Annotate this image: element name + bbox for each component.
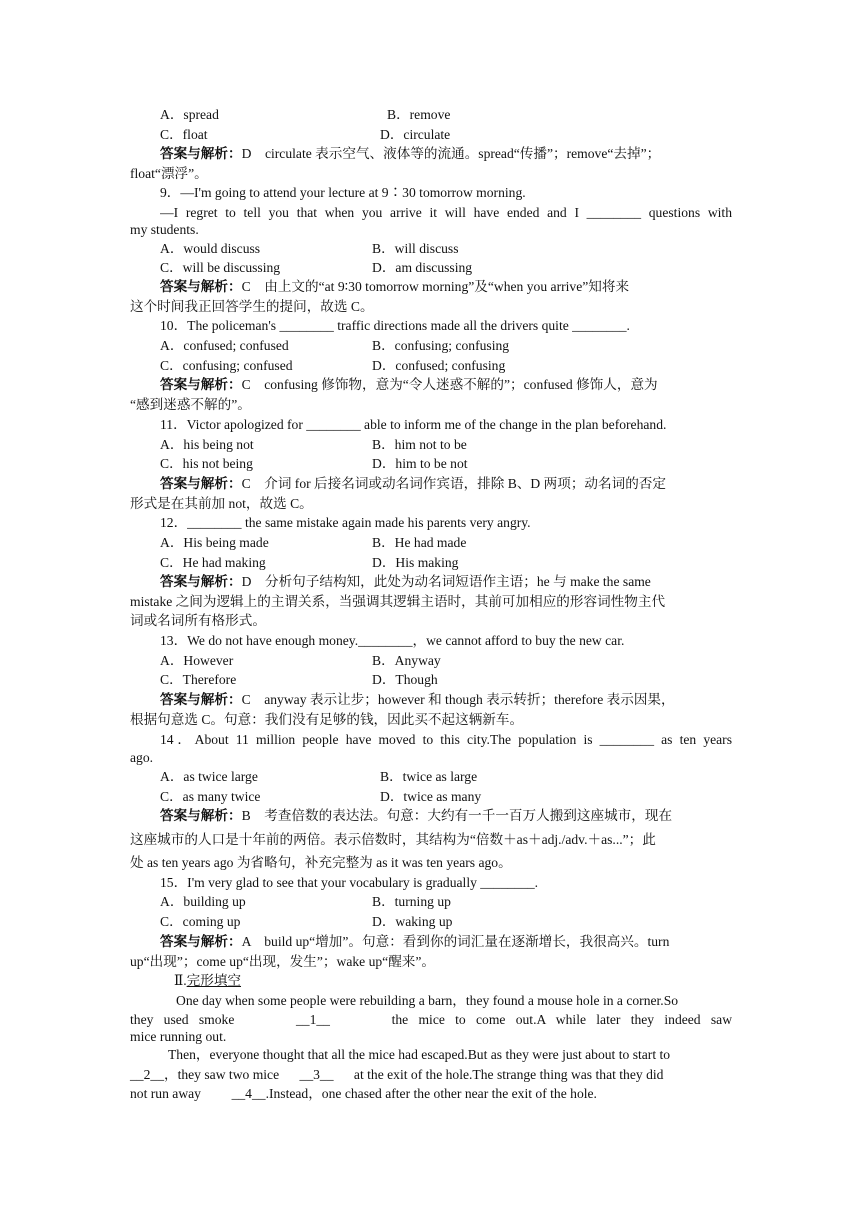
q8-option-b: B．remove: [387, 107, 451, 122]
q12-option-d: D．His making: [372, 555, 459, 570]
q9-option-a: A．would discuss: [160, 241, 261, 256]
q15-option-b: B．turning up: [372, 894, 451, 909]
cloze-para2-line-2: __2__，they saw two mice __3__ at the exit of the hole.The strange thing was that they did: [130, 1067, 664, 1082]
q11-stem: 11．Victor apologized for ________ able to inform me of the change in the plan beforehand.: [160, 417, 667, 432]
cloze-para1-line-1: One day when some people were rebuilding a barn，they found a mouse hole in a corner.So: [176, 993, 679, 1008]
q12-option-b: B．He had made: [372, 535, 467, 550]
cloze-para2-line-1: Then，everyone thought that all the mice had escaped.But as they were just about to start to: [168, 1047, 671, 1062]
q11-option-a: A．his being not: [160, 437, 254, 452]
q9-answer-line-1: 答案与解析：C 由上文的“at 9∶30 tomorrow morning”及“when you arrive”知将来: [160, 279, 630, 294]
q12-answer-line-2: mistake 之间为逻辑上的主谓关系，当强调其逻辑主语时，其前可加相应的形容词性物主代: [130, 594, 666, 609]
q8-option-c: C．float: [160, 127, 208, 142]
q11-answer-line-1: 答案与解析：C 介词 for 后接名词或动名词作宾语，排除 B、D 两项；动名词的否定: [160, 476, 666, 491]
q12-stem: 12．________ the same mistake again made his parents very angry.: [160, 515, 531, 530]
q11-option-b: B．him not to be: [372, 437, 467, 452]
cloze-para1-line-2: they used smoke __1__ the mice to come out.A while later they indeed saw: [130, 1012, 732, 1027]
q11-option-c: C．his not being: [160, 456, 253, 471]
q9-stem-line-1: 9．—I'm going to attend your lecture at 9∶30 tomorrow morning.: [160, 185, 526, 200]
q15-option-a: A．building up: [160, 894, 246, 909]
q9-answer-line-2: 这个时间我正回答学生的提问，故选 C。: [130, 299, 374, 314]
q15-answer-line-1: 答案与解析：A build up“增加”。句意：看到你的词汇量在逐渐增长，我很高兴。turn: [160, 934, 670, 949]
q12-option-a: A．His being made: [160, 535, 269, 550]
q9-stem-line-3: my students.: [130, 222, 199, 237]
cloze-para2-line-3: not run away __4__.Instead，one chased after the other near the exit of the hole.: [130, 1086, 597, 1101]
q14-option-c: C．as many twice: [160, 789, 261, 804]
q9-option-b: B．will discuss: [372, 241, 459, 256]
q8-option-a: A．spread: [160, 107, 219, 122]
q10-answer-line-1: 答案与解析：C confusing 修饰物，意为“令人迷惑不解的”；confused 修饰人，意为: [160, 377, 658, 392]
q10-option-a: A．confused; confused: [160, 338, 289, 353]
q12-option-c: C．He had making: [160, 555, 266, 570]
q13-answer-line-1: 答案与解析：C anyway 表示让步；however 和 though 表示转折；therefore 表示因果，: [160, 692, 675, 707]
q8-option-d: D．circulate: [380, 127, 451, 142]
q15-answer-line-2: up“出现”；come up“出现，发生”；wake up“醒来”。: [130, 954, 436, 969]
section-heading: Ⅱ.完形填空: [174, 973, 242, 988]
q9-stem-line-2: —I regret to tell you that when you arrive it will have ended and I ________ questions with: [160, 205, 732, 220]
q11-option-d: D．him to be not: [372, 456, 468, 471]
q15-stem: 15．I'm very glad to see that your vocabulary is gradually ________.: [160, 875, 539, 890]
q13-stem: 13．We do not have enough money.________，we cannot afford to buy the new car.: [160, 633, 625, 648]
q9-option-d: D．am discussing: [372, 260, 473, 275]
q13-option-d: D．Though: [372, 672, 438, 687]
cloze-blank-2[interactable]: __2__: [130, 1067, 164, 1082]
q14-option-b: B．twice as large: [380, 769, 478, 784]
q14-answer-line-2: 这座城市的人口是十年前的两倍。表示倍数时，其结构为“倍数＋as＋adj./adv.＋as...”；此: [130, 832, 656, 847]
q14-stem-line-2: ago.: [130, 750, 154, 765]
cloze-blank-1[interactable]: __1__: [295, 1012, 330, 1027]
q15-option-c: C．coming up: [160, 914, 241, 929]
q10-answer-line-2: “感到迷惑不解的”。: [130, 397, 251, 412]
q13-answer-line-2: 根据句意选 C。句意：我们没有足够的钱，因此买不起这辆新车。: [130, 712, 524, 727]
q13-option-c: C．Therefore: [160, 672, 237, 687]
q14-stem-line-1: 14．About 11 million people have moved to this city.The population is ________ as ten years: [160, 732, 732, 747]
q9-option-c: C．will be discussing: [160, 260, 281, 275]
q14-answer-line-3: 处 as ten years ago 为省略句，补充完整为 as it was ten years ago。: [130, 855, 512, 870]
q11-answer-line-2: 形式是在其前加 not，故选 C。: [130, 496, 313, 511]
answer-label: 答案与解析：: [160, 146, 242, 161]
cloze-blank-3[interactable]: __3__: [299, 1067, 334, 1082]
cloze-para1-line-3: mice running out.: [130, 1029, 227, 1044]
q8-answer-line-2: float“漂浮”。: [130, 166, 208, 181]
q13-option-a: A．However: [160, 653, 234, 668]
cloze-blank-4[interactable]: __4__: [231, 1086, 266, 1101]
q12-answer-line-3: 词或名词所有格形式。: [130, 613, 266, 628]
q13-option-b: B．Anyway: [372, 653, 441, 668]
q10-option-d: D．confused; confusing: [372, 358, 506, 373]
q10-option-c: C．confusing; confused: [160, 358, 293, 373]
q14-answer-line-1: 答案与解析：B 考查倍数的表达法。句意：大约有一千一百万人搬到这座城市，现在: [160, 808, 673, 823]
q8-answer-line-1: 答案与解析：D circulate 表示空气、液体等的流通。spread“传播”；remove“去掉”；: [160, 146, 661, 161]
q10-option-b: B．confusing; confusing: [372, 338, 510, 353]
q14-option-a: A．as twice large: [160, 769, 258, 784]
q12-answer-line-1: 答案与解析：D 分析句子结构知，此处为动名词短语作主语；he 与 make the same: [160, 574, 651, 589]
q14-option-d: D．twice as many: [380, 789, 482, 804]
q15-option-d: D．waking up: [372, 914, 453, 929]
q10-stem: 10．The policeman's ________ traffic directions made all the drivers quite ________.: [160, 318, 630, 333]
